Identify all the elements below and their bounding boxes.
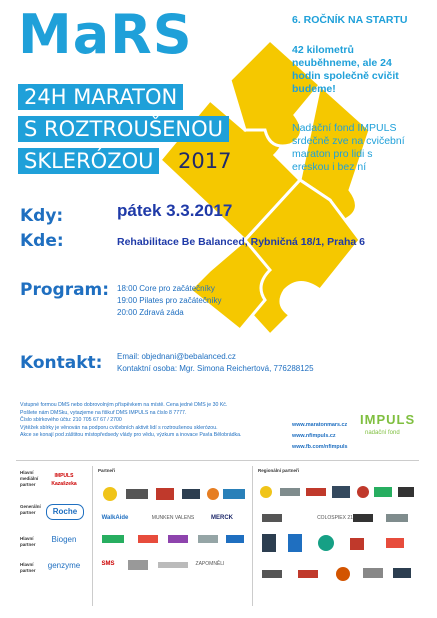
regional-logos-graphic xyxy=(258,478,418,598)
partner-label: Hlavní partner xyxy=(20,536,36,547)
footer-notes xyxy=(20,402,280,440)
footer-webs xyxy=(292,420,348,453)
partner-logo: COLOSPIEX 21 xyxy=(317,515,353,521)
impuls-subtitle: nadační fond xyxy=(365,430,400,436)
partner-logo: MUNKEN VALENS xyxy=(151,515,195,521)
partner-label: Generální partner xyxy=(20,504,41,515)
genzyme-logo: genzyme xyxy=(47,561,81,570)
note-line: Akce se konají pod záštitou místopředsedy vlády pro vědu, výzkum a inovace Pavla Bělobrádka. xyxy=(20,432,242,439)
km-text: 42 kilometrů neuběhneme, ale 24 hodin společně cvičit budeme! xyxy=(292,44,399,95)
note-line: Pošlete nám DMSku, vytazjeme na fiškuř DMS IMPULS na číslo 8 7777. xyxy=(20,409,187,416)
web-link[interactable]: www.maratonmars.cz xyxy=(292,422,348,428)
title-line-2: S ROZTROUŠENOU xyxy=(18,116,229,142)
impuls-logo: IMPULS xyxy=(360,412,416,427)
fund-text: Nadační fond IMPULS srdečně zve na cvičební maraton pro lidi s ereskou i bez ní xyxy=(292,122,405,173)
regional-title: Regionální partneři xyxy=(258,468,300,473)
partner-logo: ZAPOMNĚLI xyxy=(195,561,225,567)
web-link[interactable]: www.nfimpuls.cz xyxy=(292,433,336,439)
note-line: Výtěžek sbírky je věnován na podporu cvičebních aktivit lidí s roztroušenou sklerózou. xyxy=(20,424,218,431)
biogen-logo: Biogen xyxy=(51,535,77,544)
program-item: 20:00 Zdravá záda xyxy=(117,308,184,317)
edition-text: 6. ROČNÍK NA STARTU xyxy=(292,14,408,26)
when-label: Kdy: xyxy=(20,206,64,226)
partner-label: Hlavní mediální partner xyxy=(20,470,39,487)
divider xyxy=(16,460,419,461)
partner-logo: IMPULS Kazašzeka xyxy=(51,473,77,487)
title-line-3: SKLERÓZOU xyxy=(18,148,159,174)
web-link[interactable]: www.fb.com/nfimpuls xyxy=(292,444,348,450)
partner-label: Hlavní partner xyxy=(20,562,36,573)
note-line: Číslo sbírkového účtu: 210 705 67 67 / 2700 xyxy=(20,417,122,424)
roche-logo: Roche xyxy=(46,504,84,520)
contact-person: Kontaktní osoba: Mgr. Simona Reichertová, 776288125 xyxy=(117,364,314,373)
mars-logo: MaRS xyxy=(18,3,193,66)
where-label: Kde: xyxy=(20,231,64,251)
program-item: 19:00 Pilates pro začátečníky xyxy=(117,296,222,305)
contact-email: Email: objednani@bebalanced.cz xyxy=(117,352,236,361)
where-value: Rehabilitace Be Balanced, Rybničná 18/1, Praha 6 xyxy=(117,236,366,248)
divider xyxy=(252,466,253,606)
partner-logo: MERCK xyxy=(211,515,233,521)
program-label: Program: xyxy=(20,280,110,300)
program-item: 18:00 Core pro začátečníky xyxy=(117,284,215,293)
note-line: Vstupné formou DMS nebo dobrovolným příspěvkem na místě. Cena jedné DMS je 30 Kč. xyxy=(20,402,228,408)
partner-logo: WalkAide xyxy=(101,515,129,521)
partner-logo: SMS xyxy=(101,561,115,567)
contact-label: Kontakt: xyxy=(20,353,103,373)
partners-title: Partneři xyxy=(98,468,116,473)
title-line-1: 24H MARATON xyxy=(18,84,183,110)
title-year: 2017 xyxy=(178,149,232,173)
partner-logos-graphic xyxy=(98,480,248,590)
divider xyxy=(92,466,93,606)
when-value: pátek 3.3.2017 xyxy=(117,201,233,220)
